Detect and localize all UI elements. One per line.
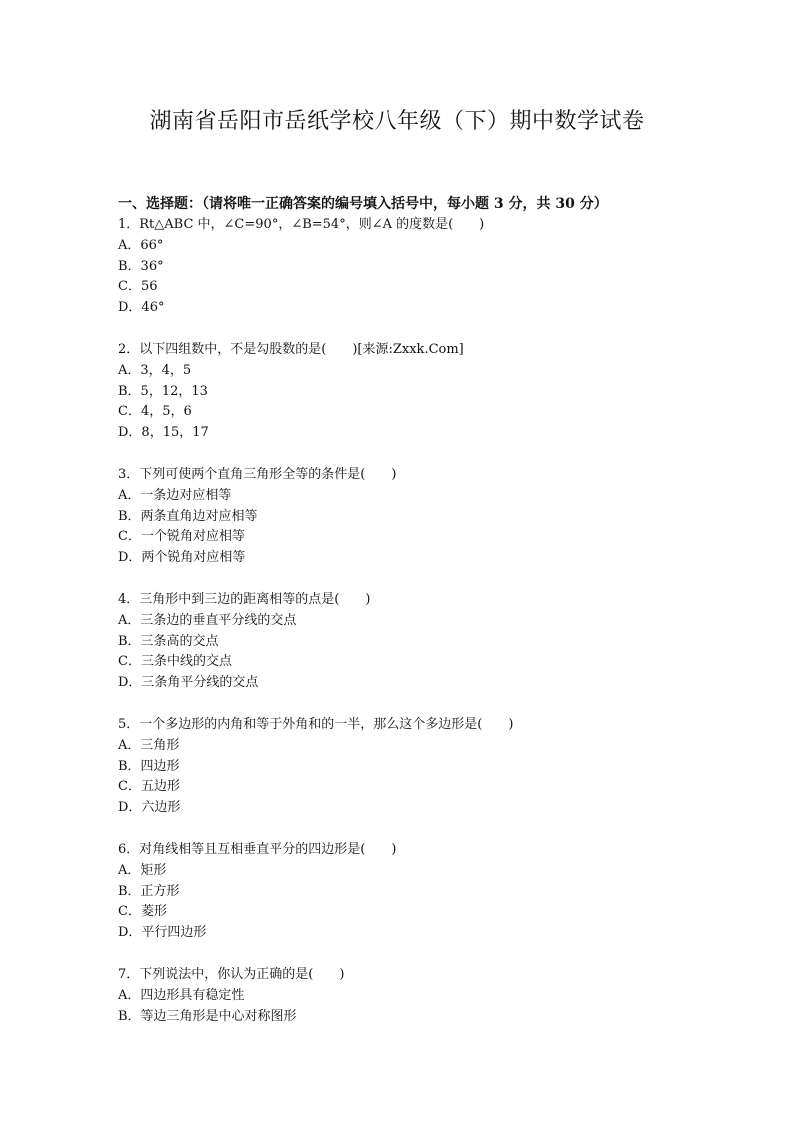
option-d: D．平行四边形 [118,925,207,941]
option-b: B．等边三角形是中心对称图形 [118,1008,297,1024]
option-c: C．五边形 [118,779,180,795]
section-heading: 一、选择题：（请将唯一正确答案的编号填入括号中，每小题 3 分，共 30 分） [118,196,608,212]
option-b: B．36° [118,258,164,274]
option-a: A．一条边对应相等 [118,487,232,503]
option-d: D．三条角平分线的交点 [118,675,259,691]
question-stem: 5．一个多边形的内角和等于外角和的一半，那么这个多边形是( ) [118,716,514,732]
question-3 [118,465,738,569]
question-stem: 7．下列说法中，你认为正确的是( ) [118,966,345,982]
option-c: C．三条中线的交点 [118,654,232,670]
option-a: A．3，4，5 [118,362,192,378]
option-b: B．5，12，13 [118,383,208,399]
option-d: D．六边形 [118,800,181,816]
option-a: A．三角形 [118,737,180,753]
question-6 [118,840,738,944]
option-c: C．一个锐角对应相等 [118,529,245,545]
option-c: C．菱形 [118,904,167,920]
question-stem: 3．下列可使两个直角三角形全等的条件是( ) [118,466,397,482]
option-d: D．8，15，17 [118,425,209,441]
option-b: B．四边形 [118,758,180,774]
question-2 [118,340,738,444]
option-a: A．矩形 [118,862,167,878]
option-c: C．56 [118,279,158,295]
question-stem: 2．以下四组数中，不是勾股数的是( )[来源:Zxxk.Com] [118,341,464,357]
question-stem: 1．Rt△ABC 中，∠C=90°，∠B=54°，则∠A 的度数是( ) [118,217,485,232]
option-b: B．正方形 [118,883,180,899]
page-title: 湖南省岳阳市岳纸学校八年级（下）期中数学试卷 [149,109,645,134]
question-1 [118,215,738,319]
question-stem: 6．对角线相等且互相垂直平分的四边形是( ) [118,841,397,857]
option-a: A．四边形具有稳定性 [118,987,245,1003]
option-b: B．两条直角边对应相等 [118,508,258,524]
question-list [118,215,738,1048]
option-c: C．4，5，6 [118,404,192,420]
option-d: D．两个锐角对应相等 [118,550,246,566]
question-4 [118,590,738,694]
option-d: D．46° [118,300,165,316]
option-a: A．三条边的垂直平分线的交点 [118,612,297,628]
question-7 [118,965,738,1027]
question-5 [118,715,738,819]
option-a: A．66° [118,237,164,253]
question-stem: 4．三角形中到三边的距离相等的点是( ) [118,591,371,607]
option-b: B．三条高的交点 [118,633,219,649]
